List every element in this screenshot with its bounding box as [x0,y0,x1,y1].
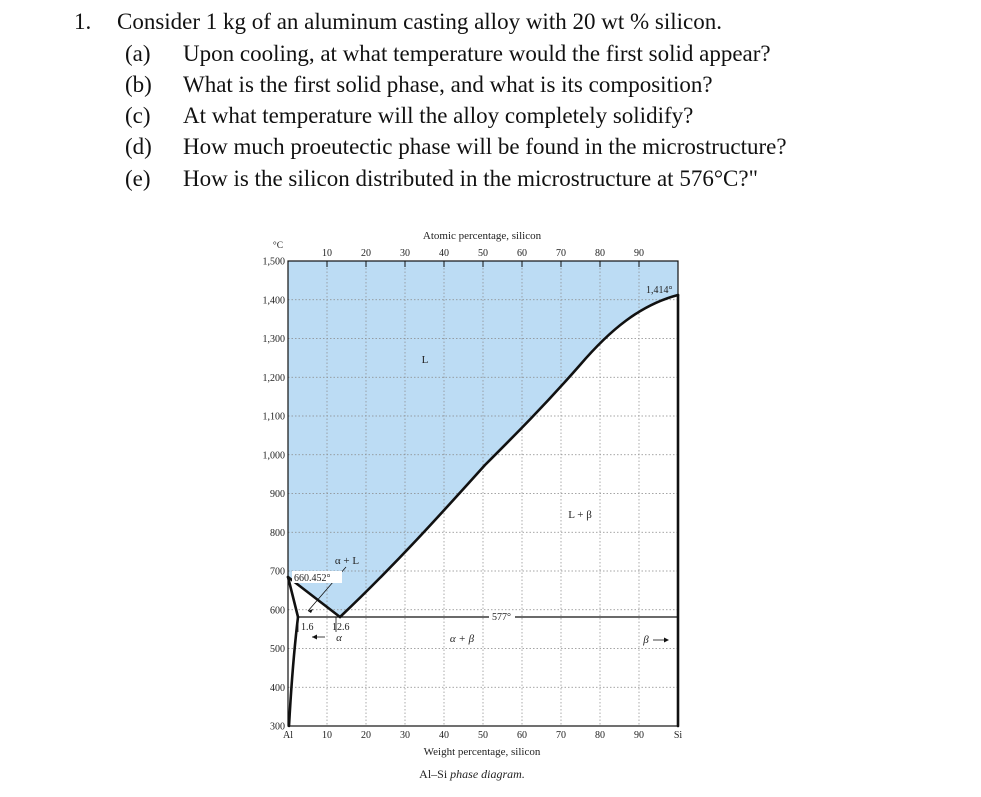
y-tick-label: 600 [270,605,285,617]
bottom-tick-label: 50 [478,730,488,741]
part-label: (a) [125,41,151,66]
bottom-tick-label: 30 [400,730,410,741]
alpha-solubility-label: 1.6 [301,622,314,633]
bottom-tick-label: 10 [322,730,332,741]
question-stem: Consider 1 kg of an aluminum casting alloy with 20 wt % silicon. [117,9,722,34]
eutectic-comp-label: 12.6 [332,622,350,633]
part-text: How much proeutectic phase will be found in the microstructure? [183,134,787,159]
top-tick-label: 40 [439,248,449,259]
label-beta: β [643,634,649,646]
label-alpha: α [336,632,342,644]
figure-caption [419,767,525,781]
y-tick-labels [263,257,286,733]
y-tick-label: 1,000 [262,450,285,462]
y-axis-unit: °C [272,241,284,251]
question [0,0,981,200]
y-tick-label: 1,200 [262,372,285,384]
bottom-tick-label: 20 [361,730,371,741]
bottom-tick-label: 60 [517,730,527,741]
bottom-tick-labels [283,730,682,741]
bottom-tick-label: 40 [439,730,449,741]
top-tick-label: 60 [517,248,527,259]
top-tick-label: 90 [634,248,644,259]
part-text: What is the first solid phase, and what is its composition? [183,72,713,97]
label-alpha-l: α + L [334,555,360,567]
part-label: (b) [125,72,152,97]
y-tick-label: 1,300 [262,334,285,345]
part-text: Upon cooling, at what temperature would the first solid appear? [183,41,771,66]
top-tick-label: 10 [322,248,332,259]
bottom-tick-label: Al [283,730,293,741]
top-tick-label: 20 [361,248,371,259]
al-melting-point: 660.452° [294,573,331,584]
solvus-al [289,617,298,726]
top-tick-labels [322,248,644,259]
phase-diagram-svg [240,222,690,792]
y-tick-label: 800 [270,527,285,539]
beta-arrowhead [664,638,669,643]
bottom-tick-label: 70 [556,730,566,741]
x-axis-label: Weight percentage, silicon [423,746,541,758]
alpha-arrowhead [312,635,317,640]
part-label: (e) [125,166,151,191]
y-tick-label: 1,500 [262,256,285,268]
caption-prefix: Al–Si [419,767,451,781]
top-tick-label: 70 [556,248,566,259]
y-tick-label: 400 [270,682,285,694]
bottom-tick-label: 80 [595,730,605,741]
part-text: At what temperature will the alloy completely solidify? [183,103,694,128]
part-text: How is the silicon distributed in the microstructure at 576°C?" [183,166,758,191]
top-tick-label: 50 [478,248,488,259]
y-tick-label: 500 [270,644,285,655]
y-tick-label: 1,100 [262,411,285,423]
label-l-beta: L + β [568,509,592,521]
eutectic-temp: 577° [492,612,511,623]
part-label: (c) [125,103,151,128]
caption-italic: phase diagram. [450,767,525,781]
y-tick-label: 1,400 [262,295,285,307]
top-tick-label: 30 [400,248,410,259]
question-number: 1. [74,9,92,34]
bottom-tick-label: 90 [634,730,644,741]
y-tick-label: 300 [270,721,285,733]
al-si-phase-diagram [240,222,690,792]
si-melting-point: 1,414° [646,285,673,296]
bottom-tick-label: Si [673,730,683,741]
label-alpha-beta: α + β [449,633,475,645]
label-liquid: L [421,354,429,366]
top-tick-label: 80 [595,248,605,259]
top-axis-label: Atomic percentage, silicon [422,230,542,242]
y-tick-label: 900 [270,489,285,500]
y-tick-label: 700 [270,566,285,578]
part-label: (d) [125,134,152,159]
